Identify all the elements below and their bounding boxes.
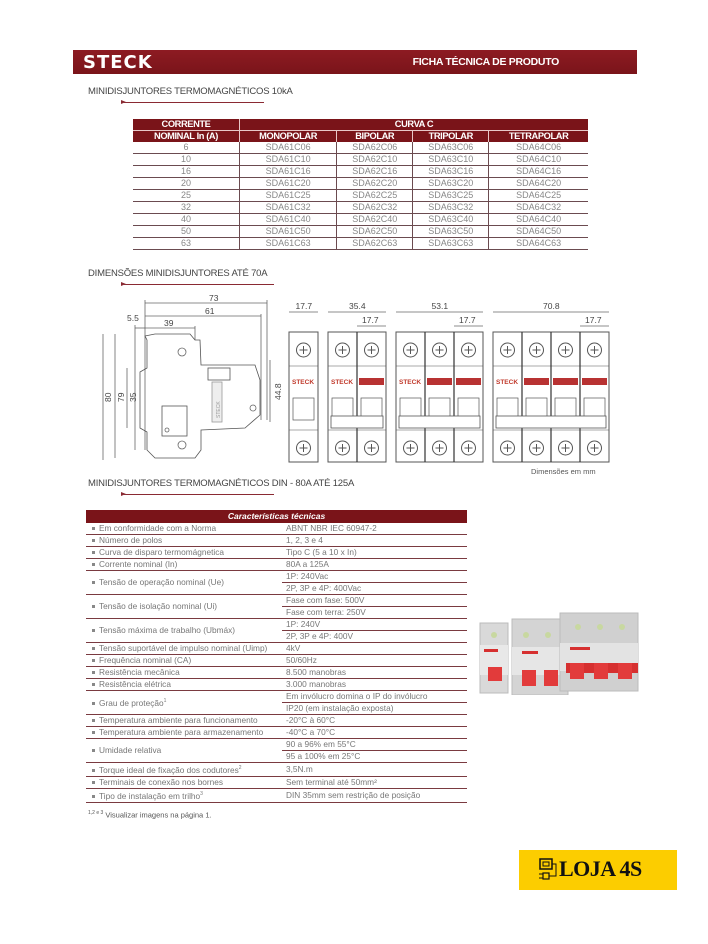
section-title-10ka: MINIDISJUNTORES TERMOMAGNÉTICOS 10kA bbox=[88, 86, 293, 97]
bullet-icon bbox=[92, 769, 95, 772]
product-code-cell: SDA64C25 bbox=[489, 190, 588, 202]
spec-row bbox=[86, 715, 467, 727]
table-row bbox=[133, 166, 588, 178]
col-header-current: CORRENTE bbox=[133, 119, 239, 131]
brand-logo: STECK bbox=[83, 52, 153, 73]
table-row bbox=[133, 214, 588, 226]
spec-label bbox=[86, 643, 282, 655]
product-code-cell: SDA62C10 bbox=[337, 154, 413, 166]
product-code-cell: SDA63C25 bbox=[413, 190, 489, 202]
current-cell: 63 bbox=[133, 238, 239, 250]
product-code-cell: SDA62C25 bbox=[337, 190, 413, 202]
spec-value: 8.500 manobras bbox=[282, 667, 467, 679]
current-cell: 25 bbox=[133, 190, 239, 202]
pole-width-label: 17.7 bbox=[362, 315, 379, 325]
product-photo bbox=[474, 605, 642, 695]
handle-bar bbox=[331, 416, 383, 428]
steck-label: STECK bbox=[399, 379, 422, 386]
dim-39: 39 bbox=[164, 318, 174, 328]
spec-label bbox=[86, 667, 282, 679]
width-label: 17.7 bbox=[295, 301, 313, 311]
steck-label: STECK bbox=[292, 379, 315, 386]
dim-44-8: 44.8 bbox=[273, 383, 283, 400]
current-cell: 10 bbox=[133, 154, 239, 166]
table-row bbox=[133, 190, 588, 202]
spec-row bbox=[86, 559, 467, 571]
bullet-icon bbox=[92, 749, 95, 752]
footnote-ref: 3 bbox=[200, 790, 203, 797]
red-band bbox=[524, 378, 549, 385]
col-header-nominal: NOMINAL In (A) bbox=[133, 131, 239, 143]
spec-label bbox=[86, 727, 282, 739]
spec-label-text: Resistência elétrica bbox=[99, 679, 171, 689]
spec-label bbox=[86, 776, 282, 788]
spec-value: Fase com fase: 500V bbox=[282, 595, 467, 607]
spec-label-text: Corrente nominal (In) bbox=[99, 559, 178, 569]
width-label: 35.4 bbox=[349, 301, 366, 311]
current-cell: 20 bbox=[133, 178, 239, 190]
spec-value: 1P: 240V bbox=[282, 619, 467, 631]
spec-label bbox=[86, 547, 282, 559]
footnote-markers: 1,2 e 3 bbox=[88, 810, 104, 816]
dim-61: 61 bbox=[205, 306, 215, 316]
bullet-icon bbox=[92, 527, 95, 530]
col-header-tetrapolar: TETRAPOLAR bbox=[489, 131, 588, 143]
spec-label-text: Terminais de conexão nos bornes bbox=[99, 776, 224, 787]
product-code-cell: SDA64C20 bbox=[489, 178, 588, 190]
spec-row bbox=[86, 691, 467, 703]
product-code-cell: SDA64C50 bbox=[489, 226, 588, 238]
spec-label-text: Tensão de isolação nominal (Ui) bbox=[99, 601, 218, 611]
front-view-drawings bbox=[287, 298, 617, 468]
bullet-icon bbox=[92, 659, 95, 662]
spec-value: Sem terminal até 50mm² bbox=[282, 776, 467, 788]
spec-label-text: Tensão suportável de impulso nominal (Uimp) bbox=[99, 643, 268, 653]
red-band bbox=[582, 378, 607, 385]
spec-value: Em invólucro domina o IP do invólucro bbox=[282, 691, 467, 703]
spec-label bbox=[86, 559, 282, 571]
current-cell: 6 bbox=[133, 142, 239, 154]
footnote-text: Visualizar imagens na página 1. bbox=[105, 810, 212, 820]
spec-label-text: Tensão de operação nominal (Ue) bbox=[99, 577, 224, 587]
footnote-ref: 1 bbox=[163, 698, 167, 705]
col-header-bipolar: BIPOLAR bbox=[337, 131, 413, 143]
spec-row bbox=[86, 727, 467, 739]
footnote-ref: 2 bbox=[238, 765, 242, 771]
spec-value: DIN 35mm sem restrição de posição bbox=[282, 788, 467, 802]
product-code-cell: SDA62C20 bbox=[337, 178, 413, 190]
spec-label bbox=[86, 691, 282, 715]
spec-value: 2P, 3P e 4P: 400V bbox=[282, 631, 467, 643]
product-code-cell: SDA62C63 bbox=[337, 238, 413, 250]
spec-label bbox=[86, 763, 282, 777]
footnote bbox=[88, 810, 212, 820]
product-code-table bbox=[133, 119, 588, 250]
page-title: FICHA TÉCNICA DE PRODUTO bbox=[412, 56, 559, 68]
handle-bar bbox=[496, 416, 606, 428]
table-row bbox=[133, 226, 588, 238]
pole-width-label: 17.7 bbox=[459, 315, 476, 325]
spec-value: Fase com terra: 250V bbox=[282, 607, 467, 619]
table-row bbox=[133, 238, 588, 250]
spec-label-text: Número de polos bbox=[99, 535, 163, 545]
product-code-cell: SDA63C40 bbox=[413, 214, 489, 226]
table-row bbox=[133, 154, 588, 166]
product-code-cell: SDA64C32 bbox=[489, 202, 588, 214]
spec-label-text: Em conformidade com a Norma bbox=[99, 523, 217, 533]
spec-row bbox=[86, 763, 467, 777]
section-title-dimensions: DIMENSÕES MINIDISJUNTORES ATÉ 70A bbox=[88, 268, 268, 279]
dimensions-note: Dimensões em mm bbox=[531, 467, 596, 476]
header-banner bbox=[73, 50, 637, 74]
product-code-cell: SDA62C50 bbox=[337, 226, 413, 238]
spec-row bbox=[86, 547, 467, 559]
table-row bbox=[133, 202, 588, 214]
product-code-cell: SDA63C06 bbox=[413, 142, 489, 154]
spec-row bbox=[86, 788, 467, 802]
product-code-cell: SDA62C16 bbox=[337, 166, 413, 178]
group-header-curve-c: CURVA C bbox=[239, 119, 588, 131]
bullet-icon bbox=[92, 795, 95, 798]
product-code-cell: SDA64C16 bbox=[489, 166, 588, 178]
current-cell: 32 bbox=[133, 202, 239, 214]
section-divider bbox=[124, 494, 274, 495]
spec-value: -20°C à 60°C bbox=[282, 715, 467, 727]
handle-bar bbox=[399, 416, 480, 428]
width-label: 53.1 bbox=[431, 301, 449, 311]
bullet-icon bbox=[92, 605, 95, 608]
product-code-cell: SDA61C50 bbox=[239, 226, 336, 238]
spec-label-text: Tensão máxima de trabalho (Ubmáx) bbox=[99, 625, 236, 635]
spec-row bbox=[86, 619, 467, 631]
spec-row bbox=[86, 655, 467, 667]
product-code-cell: SDA64C63 bbox=[489, 238, 588, 250]
bullet-icon bbox=[92, 647, 95, 650]
product-code-cell: SDA64C06 bbox=[489, 142, 588, 154]
bullet-icon bbox=[92, 671, 95, 674]
width-label: 70.8 bbox=[543, 301, 560, 311]
spec-value: 4kV bbox=[282, 643, 467, 655]
red-band bbox=[359, 378, 384, 385]
spec-label bbox=[86, 739, 282, 763]
spec-label-text: Temperatura ambiente para armazenamento bbox=[99, 727, 264, 737]
spec-row bbox=[86, 667, 467, 679]
spec-value: -40°C a 70°C bbox=[282, 727, 467, 739]
side-view-brand: STECK bbox=[216, 401, 222, 418]
product-code-cell: SDA61C20 bbox=[239, 178, 336, 190]
product-code-cell: SDA64C40 bbox=[489, 214, 588, 226]
spec-label-text: Temperatura ambiente para funcionamento bbox=[99, 715, 258, 725]
col-header-tripolar: TRIPOLAR bbox=[413, 131, 489, 143]
logo-text: LOJA 4S bbox=[559, 856, 642, 881]
spec-value: IP20 (em instalação exposta) bbox=[282, 703, 467, 715]
section-divider bbox=[124, 102, 264, 103]
spec-row bbox=[86, 535, 467, 547]
spec-row bbox=[86, 523, 467, 535]
table-row bbox=[133, 178, 588, 190]
spec-value: 3,5N.m bbox=[282, 763, 467, 777]
spec-value: 50/60Hz bbox=[282, 655, 467, 667]
bullet-icon bbox=[92, 781, 95, 784]
product-code-cell: SDA64C10 bbox=[489, 154, 588, 166]
product-code-cell: SDA63C63 bbox=[413, 238, 489, 250]
spec-label bbox=[86, 715, 282, 727]
technical-specs-table bbox=[86, 510, 467, 803]
product-code-cell: SDA61C32 bbox=[239, 202, 336, 214]
spec-row bbox=[86, 595, 467, 607]
spec-value: 80A a 125A bbox=[282, 559, 467, 571]
section-title-din: MINIDISJUNTORES TERMOMAGNÉTICOS DIN - 80A ATÉ 125A bbox=[88, 478, 355, 489]
spec-label-text: Resistência mecânica bbox=[99, 667, 180, 677]
section-divider bbox=[124, 284, 274, 285]
spec-label-text: Curva de disparo termomágnetica bbox=[99, 547, 224, 557]
spec-value: 90 a 96% em 55°C bbox=[282, 739, 467, 751]
product-code-cell: SDA61C25 bbox=[239, 190, 336, 202]
spec-row bbox=[86, 643, 467, 655]
bullet-icon bbox=[92, 563, 95, 566]
product-code-cell: SDA63C10 bbox=[413, 154, 489, 166]
product-code-cell: SDA62C40 bbox=[337, 214, 413, 226]
bullet-icon bbox=[92, 539, 95, 542]
spec-label-text: Umidade relativa bbox=[99, 745, 162, 755]
dim-73: 73 bbox=[209, 293, 219, 303]
current-cell: 50 bbox=[133, 226, 239, 238]
red-band bbox=[456, 378, 481, 385]
product-code-cell: SDA63C16 bbox=[413, 166, 489, 178]
product-code-cell: SDA63C32 bbox=[413, 202, 489, 214]
bullet-icon bbox=[92, 629, 95, 632]
spec-label bbox=[86, 571, 282, 595]
bullet-icon bbox=[92, 581, 95, 584]
bullet-icon bbox=[92, 719, 95, 722]
red-band bbox=[427, 378, 452, 385]
table-row bbox=[133, 142, 588, 154]
spec-row bbox=[86, 776, 467, 788]
spec-label-text: Torque ideal de fixação dos codutores bbox=[99, 764, 239, 775]
product-code-cell: SDA63C50 bbox=[413, 226, 489, 238]
product-code-cell: SDA63C20 bbox=[413, 178, 489, 190]
product-code-cell: SDA61C40 bbox=[239, 214, 336, 226]
spec-label bbox=[86, 655, 282, 667]
spec-row bbox=[86, 679, 467, 691]
dim-35: 35 bbox=[128, 392, 138, 402]
spec-row bbox=[86, 739, 467, 751]
col-header-monopolar: MONOPOLAR bbox=[239, 131, 336, 143]
product-code-cell: SDA62C32 bbox=[337, 202, 413, 214]
spec-label-text: Tipo de instalação em trilho bbox=[99, 790, 201, 801]
dim-80: 80 bbox=[103, 392, 113, 402]
product-code-cell: SDA61C16 bbox=[239, 166, 336, 178]
bullet-icon bbox=[92, 702, 95, 705]
steck-label: STECK bbox=[331, 379, 354, 386]
spec-label bbox=[86, 523, 282, 535]
spec-label-text: Grau de proteção bbox=[99, 697, 164, 708]
spec-label bbox=[86, 595, 282, 619]
spec-value: 95 a 100% em 25°C bbox=[282, 751, 467, 763]
spec-value: 1P: 240Vac bbox=[282, 571, 467, 583]
bullet-icon bbox=[92, 683, 95, 686]
product-code-cell: SDA62C06 bbox=[337, 142, 413, 154]
spec-label bbox=[86, 679, 282, 691]
product-code-cell: SDA61C06 bbox=[239, 142, 336, 154]
current-cell: 16 bbox=[133, 166, 239, 178]
spec-value: 1, 2, 3 e 4 bbox=[282, 535, 467, 547]
side-view-drawing bbox=[95, 290, 285, 465]
spec-label bbox=[86, 535, 282, 547]
dim-79: 79 bbox=[116, 392, 126, 402]
steck-label: STECK bbox=[496, 379, 519, 386]
spec-label-text: Frequência nominal (CA) bbox=[99, 655, 192, 665]
pole-width-label: 17.7 bbox=[585, 315, 602, 325]
loja-4s-logo bbox=[519, 850, 677, 890]
current-cell: 40 bbox=[133, 214, 239, 226]
spec-value: 3.000 manobras bbox=[282, 679, 467, 691]
spec-row bbox=[86, 571, 467, 583]
spec-label bbox=[86, 788, 282, 802]
spec-value: Tipo C (5 a 10 x In) bbox=[282, 547, 467, 559]
product-code-cell: SDA61C10 bbox=[239, 154, 336, 166]
bullet-icon bbox=[92, 551, 95, 554]
bullet-icon bbox=[92, 731, 95, 734]
dim-5-5: 5.5 bbox=[127, 313, 139, 323]
specs-header: Características técnicas bbox=[86, 510, 467, 523]
red-band bbox=[553, 378, 578, 385]
plug-socket-icon bbox=[539, 858, 559, 882]
spec-value: ABNT NBR IEC 60947-2 bbox=[282, 523, 467, 535]
product-code-cell: SDA61C63 bbox=[239, 238, 336, 250]
spec-value: 2P, 3P e 4P: 400Vac bbox=[282, 583, 467, 595]
spec-label bbox=[86, 619, 282, 643]
